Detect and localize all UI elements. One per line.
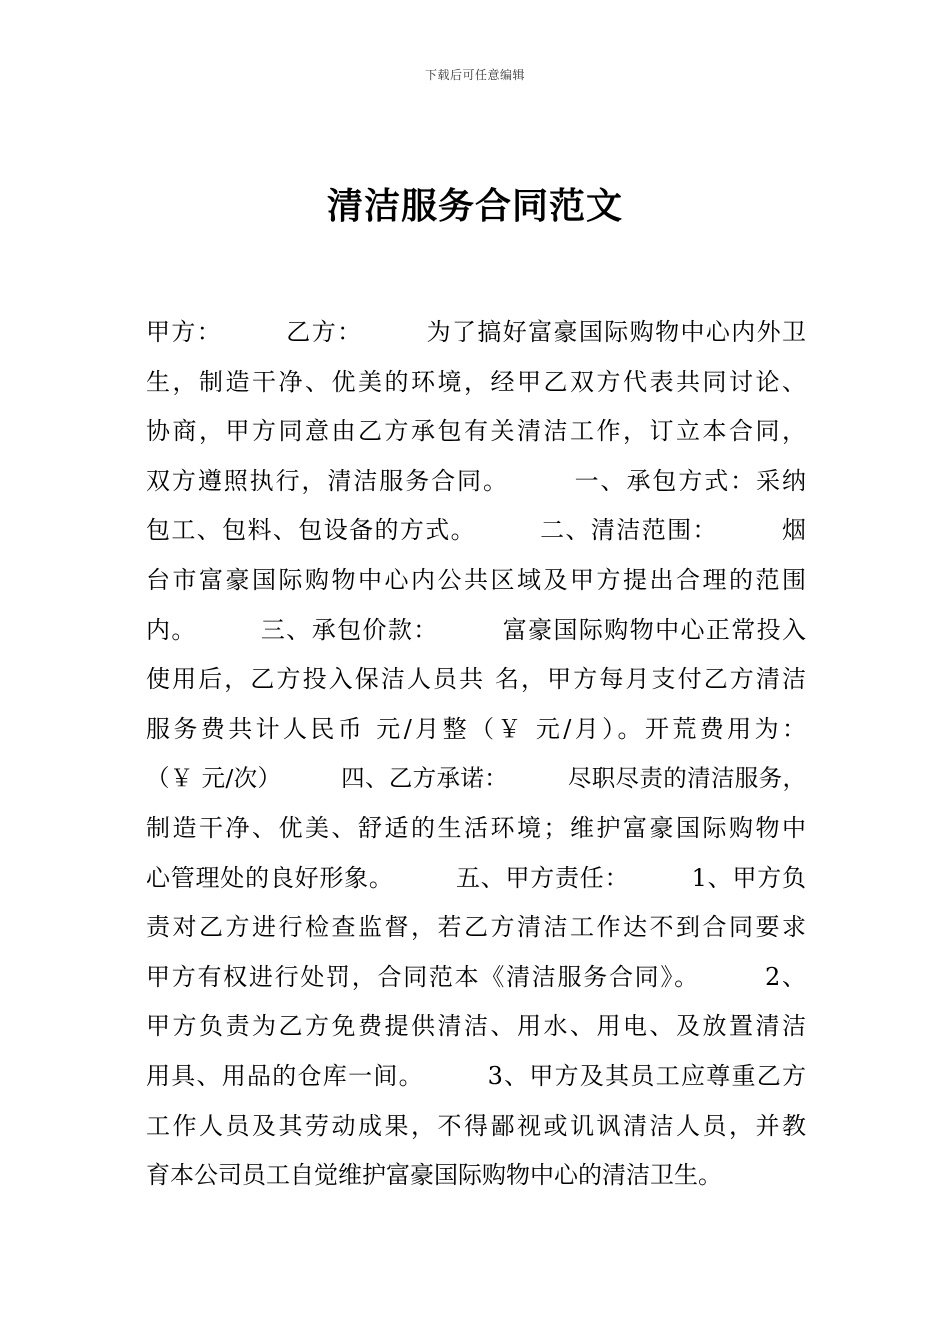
body-line: 责对乙方进行检查监督，若乙方清洁工作达不到合同要求 xyxy=(146,913,806,942)
body-line: 服务费共计人民币 元/月整（￥ 元/月）。开荒费用为： xyxy=(146,714,806,743)
body-line: 制造干净、优美、舒适的生活环境；维护富豪国际购物中 xyxy=(146,813,806,842)
body-line: 甲方负责为乙方免费提供清洁、用水、用电、及放置清洁 xyxy=(146,1012,806,1041)
body-line: 甲方： 乙方： 为了搞好富豪国际购物中心内外卫 xyxy=(146,318,806,346)
body-line: 协商，甲方同意由乙方承包有关清洁工作，订立本合同， xyxy=(146,417,806,446)
body-line: 甲方有权进行处罚，合同范本《清洁服务合同》。 2、 xyxy=(146,962,806,991)
body-line: 使用后，乙方投入保洁人员共 名，甲方每月支付乙方清洁 xyxy=(146,665,806,694)
document-title: 清洁服务合同范文 xyxy=(326,185,623,227)
body-line: 包工、包料、包设备的方式。 二、清洁范围： 烟 xyxy=(146,516,806,545)
body-line: 工作人员及其劳动成果，不得鄙视或讥讽清洁人员，并教 xyxy=(146,1111,806,1140)
body-line: 台市富豪国际购物中心内公共区域及甲方提出合理的范围 xyxy=(146,565,806,594)
body-line: 双方遵照执行，清洁服务合同。 一、承包方式：采纳 xyxy=(146,466,806,495)
body-line: 内。 三、承包价款： 富豪国际购物中心正常投入 xyxy=(146,615,806,644)
body-line: 育本公司员工自觉维护富豪国际购物中心的清洁卫生。 xyxy=(146,1161,722,1190)
body-line: （￥ 元/次） 四、乙方承诺： 尽职尽责的清洁服务， xyxy=(146,764,806,793)
body-line: 生，制造干净、优美的环境，经甲乙双方代表共同讨论、 xyxy=(146,367,806,396)
body-line: 心管理处的良好形象。 五、甲方责任： 1、甲方负 xyxy=(146,863,806,892)
body-line: 用具、用品的仓库一间。 3、甲方及其员工应尊重乙方 xyxy=(146,1061,806,1090)
header-note: 下载后可任意编辑 xyxy=(424,68,525,82)
document-body xyxy=(146,308,806,1201)
